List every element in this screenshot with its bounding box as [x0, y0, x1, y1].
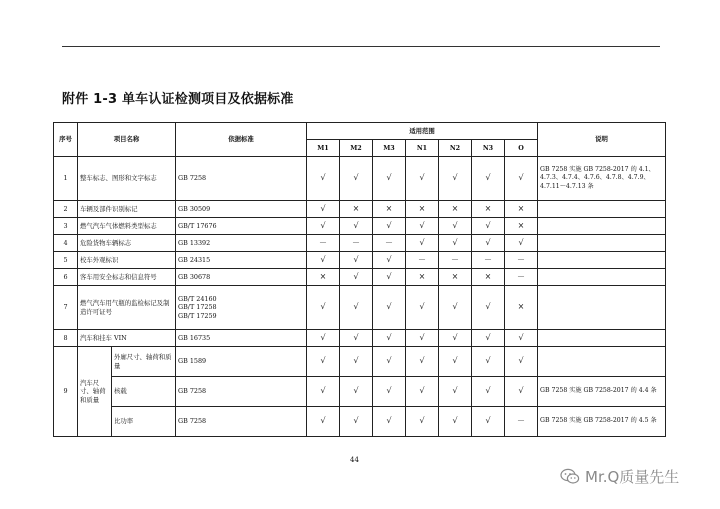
standard-code: GB 13392	[176, 235, 307, 252]
scope-mark: √	[505, 347, 538, 377]
scope-mark: √	[472, 235, 505, 252]
category-header-o: O	[505, 140, 538, 157]
scope-mark: √	[340, 330, 373, 347]
scope-mark: √	[307, 286, 340, 330]
scope-mark: √	[307, 218, 340, 235]
scope-mark: √	[373, 330, 406, 347]
table-row	[54, 252, 666, 269]
scope-mark: √	[406, 377, 439, 407]
scope-mark: －	[307, 235, 340, 252]
scope-mark: √	[340, 286, 373, 330]
scope-mark: －	[505, 407, 538, 437]
item-name: 客车用安全标志和信息符号	[78, 269, 176, 286]
scope-mark: ×	[373, 201, 406, 218]
scope-mark: √	[406, 286, 439, 330]
note-text	[538, 330, 666, 347]
note-text	[538, 235, 666, 252]
scope-mark: √	[373, 377, 406, 407]
item-name: 汽车和挂车 VIN	[78, 330, 176, 347]
row-number: 9	[54, 347, 78, 437]
scope-mark: √	[373, 252, 406, 269]
table-row	[54, 286, 666, 330]
note-text	[538, 218, 666, 235]
header-scope: 适用范围	[307, 123, 538, 140]
scope-mark: √	[373, 347, 406, 377]
scope-mark: √	[406, 330, 439, 347]
scope-mark: －	[406, 252, 439, 269]
header-rule	[62, 46, 660, 47]
scope-mark: √	[307, 252, 340, 269]
header-standard: 依据标准	[176, 123, 307, 157]
scope-mark: √	[505, 377, 538, 407]
note-text	[538, 252, 666, 269]
category-header-n3: N3	[472, 140, 505, 157]
watermark-text: Mr.Q质量先生	[585, 468, 680, 486]
scope-mark: ×	[406, 269, 439, 286]
note-text	[538, 286, 666, 330]
scope-mark: √	[472, 377, 505, 407]
scope-mark: ×	[307, 269, 340, 286]
page-number: 44	[350, 456, 359, 464]
table-row	[54, 157, 666, 201]
standard-code: GB 7258	[176, 377, 307, 407]
scope-mark: √	[406, 157, 439, 201]
document-title: 附件 1-3 单车认证检测项目及依据标准	[62, 92, 294, 107]
wechat-icon	[560, 468, 580, 485]
scope-mark: －	[373, 235, 406, 252]
item-name: 危险货物车辆标志	[78, 235, 176, 252]
standard-code: GB 16735	[176, 330, 307, 347]
scope-mark: √	[505, 157, 538, 201]
header-no: 序号	[54, 123, 78, 157]
header-item: 项目名称	[78, 123, 176, 157]
scope-mark: √	[472, 286, 505, 330]
standard-code: GB/T 24160 GB/T 17258 GB/T 17259	[176, 286, 307, 330]
scope-mark: √	[439, 347, 472, 377]
row-number: 7	[54, 286, 78, 330]
table-row	[54, 347, 666, 377]
scope-mark: √	[373, 286, 406, 330]
scope-mark: ×	[439, 201, 472, 218]
scope-mark: √	[406, 407, 439, 437]
row-number: 8	[54, 330, 78, 347]
sub-item-name: 外廓尺寸、轴荷和质量	[112, 347, 176, 377]
scope-mark: √	[307, 157, 340, 201]
category-header-n1: N1	[406, 140, 439, 157]
standard-code: GB 1589	[176, 347, 307, 377]
standard-code: GB 30509	[176, 201, 307, 218]
item-name: 燃气汽车用气瓶的监检标记及制造许可证号	[78, 286, 176, 330]
scope-mark: √	[439, 235, 472, 252]
scope-mark: ×	[340, 201, 373, 218]
scope-mark: √	[439, 157, 472, 201]
scope-mark: √	[340, 269, 373, 286]
scope-mark: √	[505, 235, 538, 252]
table-row	[54, 201, 666, 218]
scope-mark: ×	[406, 201, 439, 218]
scope-mark: √	[307, 201, 340, 218]
scope-mark: √	[373, 218, 406, 235]
scope-mark: √	[472, 347, 505, 377]
scope-mark: ×	[505, 201, 538, 218]
scope-mark: －	[505, 269, 538, 286]
scope-mark: ×	[472, 269, 505, 286]
scope-mark: －	[439, 252, 472, 269]
row-number: 3	[54, 218, 78, 235]
scope-mark: ×	[472, 201, 505, 218]
header-row	[54, 123, 666, 140]
scope-mark: √	[439, 218, 472, 235]
scope-mark: √	[373, 407, 406, 437]
table-row	[54, 218, 666, 235]
category-header-m2: M2	[340, 140, 373, 157]
row-number: 6	[54, 269, 78, 286]
row-number: 4	[54, 235, 78, 252]
row-number: 1	[54, 157, 78, 201]
scope-mark: √	[340, 377, 373, 407]
scope-mark: √	[307, 347, 340, 377]
scope-mark: √	[373, 269, 406, 286]
scope-mark: √	[340, 157, 373, 201]
table-row	[54, 235, 666, 252]
scope-mark: －	[505, 252, 538, 269]
scope-mark: √	[472, 330, 505, 347]
standard-code: GB 30678	[176, 269, 307, 286]
scope-mark: √	[340, 347, 373, 377]
scope-mark: －	[340, 235, 373, 252]
scope-mark: √	[307, 330, 340, 347]
row-number: 5	[54, 252, 78, 269]
standard-code: GB/T 17676	[176, 218, 307, 235]
scope-mark: √	[340, 218, 373, 235]
scope-mark: √	[505, 330, 538, 347]
inspection-table	[53, 122, 666, 437]
table-row	[54, 407, 666, 437]
scope-mark: ×	[439, 269, 472, 286]
scope-mark: √	[439, 377, 472, 407]
note-text	[538, 347, 666, 377]
note-text: GB 7258 实施 GB 7258-2017 的 4.1、4.7.3、4.7.4、4.7.6、4.7.8、4.7.9、4.7.11～4.7.13 条	[538, 157, 666, 201]
category-header-m1: M1	[307, 140, 340, 157]
group-name: 汽车尺寸、轴荷和质量	[78, 347, 112, 437]
scope-mark: √	[406, 235, 439, 252]
scope-mark: √	[472, 218, 505, 235]
table-row	[54, 269, 666, 286]
note-text	[538, 269, 666, 286]
scope-mark: √	[307, 407, 340, 437]
standard-code: GB 7258	[176, 157, 307, 201]
scope-mark: √	[340, 407, 373, 437]
category-header-m3: M3	[373, 140, 406, 157]
item-name: 整车标志、图形和文字标志	[78, 157, 176, 201]
note-text	[538, 201, 666, 218]
scope-mark: √	[439, 286, 472, 330]
category-header-n2: N2	[439, 140, 472, 157]
header-note: 说明	[538, 123, 666, 157]
scope-mark: √	[472, 407, 505, 437]
scope-mark: √	[340, 252, 373, 269]
sub-item-name: 比功率	[112, 407, 176, 437]
scope-mark: －	[472, 252, 505, 269]
item-name: 校车外观标识	[78, 252, 176, 269]
scope-mark: √	[406, 218, 439, 235]
standard-code: GB 24315	[176, 252, 307, 269]
item-name: 车辆及部件识别标记	[78, 201, 176, 218]
watermark	[560, 466, 679, 487]
note-text: GB 7258 实施 GB 7258-2017 的 4.4 条	[538, 377, 666, 407]
scope-mark: √	[472, 157, 505, 201]
scope-mark: ×	[505, 218, 538, 235]
standard-code: GB 7258	[176, 407, 307, 437]
table-row	[54, 377, 666, 407]
note-text: GB 7258 实施 GB 7258-2017 的 4.5 条	[538, 407, 666, 437]
row-number: 2	[54, 201, 78, 218]
sub-item-name: 核载	[112, 377, 176, 407]
scope-mark: √	[406, 347, 439, 377]
scope-mark: ×	[505, 286, 538, 330]
scope-mark: √	[439, 330, 472, 347]
item-name: 燃气汽车气体燃料类型标志	[78, 218, 176, 235]
scope-mark: √	[373, 157, 406, 201]
scope-mark: √	[439, 407, 472, 437]
table-row	[54, 330, 666, 347]
scope-mark: √	[307, 377, 340, 407]
